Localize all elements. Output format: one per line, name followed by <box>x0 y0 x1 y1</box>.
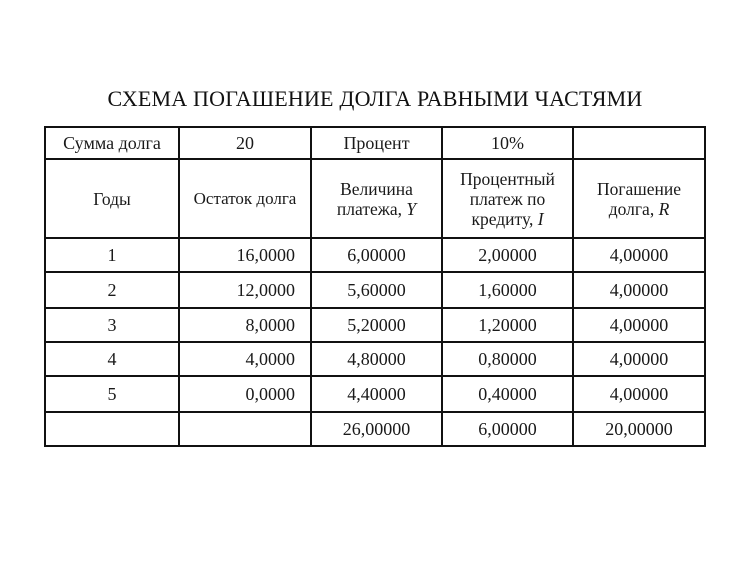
cell-remainder <box>179 308 311 342</box>
cell-payment: 4,80000 <box>311 342 442 376</box>
header-repayment-line2 <box>574 199 704 219</box>
cell-remainder <box>179 238 311 272</box>
interest-rate-label: Процент <box>311 127 442 159</box>
debt-repayment-table <box>44 126 706 447</box>
cell-remainder <box>179 376 311 412</box>
document-title: СХЕМА ПОГАШЕНИЕ ДОЛГА РАВНЫМИ ЧАСТЯМИ <box>107 86 643 111</box>
header-repayment-line1: Погашение <box>596 178 682 199</box>
header-interest-line3 <box>443 209 572 229</box>
header-payment <box>311 159 442 238</box>
total-year <box>45 412 179 446</box>
cell-year: 4 <box>45 342 179 376</box>
header-payment-line1: Величина <box>340 178 413 199</box>
header-interest-var: I <box>537 208 544 229</box>
table-row <box>45 272 705 308</box>
header-payment-var: Y <box>406 198 417 219</box>
header-interest-line1: Процентный <box>460 168 555 189</box>
header-years: Годы <box>45 159 179 238</box>
header-payment-line2 <box>312 199 441 219</box>
cell-repayment: 4,00000 <box>573 376 705 412</box>
cell-interest: 1,20000 <box>442 308 573 342</box>
total-remainder <box>179 412 311 446</box>
header-repayment <box>573 159 705 238</box>
cell-year: 3 <box>45 308 179 342</box>
params-row <box>45 127 705 159</box>
total-repayment: 20,00000 <box>573 412 705 446</box>
cell-repayment: 4,00000 <box>573 342 705 376</box>
debt-amount-label: Сумма долга <box>45 127 179 159</box>
cell-repayment: 4,00000 <box>573 238 705 272</box>
header-repayment-var: R <box>658 198 670 219</box>
cell-payment: 6,00000 <box>311 238 442 272</box>
totals-row <box>45 412 705 446</box>
debt-amount-value: 20 <box>179 127 311 159</box>
cell-interest: 2,00000 <box>442 238 573 272</box>
header-interest-text: кредиту, <box>471 208 538 229</box>
cell-payment: 5,60000 <box>311 272 442 308</box>
cell-interest: 0,80000 <box>442 342 573 376</box>
remainder-value: 4,0000 <box>245 349 295 369</box>
cell-repayment: 4,00000 <box>573 272 705 308</box>
table-row <box>45 376 705 412</box>
cell-interest: 0,40000 <box>442 376 573 412</box>
interest-rate-value: 10% <box>442 127 573 159</box>
empty-cell <box>573 127 705 159</box>
header-interest <box>442 159 573 238</box>
remainder-value: 12,0000 <box>236 280 295 300</box>
table-row <box>45 308 705 342</box>
cell-year: 2 <box>45 272 179 308</box>
header-row <box>45 159 705 238</box>
header-repayment-text: долга, <box>608 198 659 219</box>
table-row <box>45 342 705 376</box>
cell-remainder <box>179 272 311 308</box>
header-remainder: Остаток долга <box>179 159 311 238</box>
cell-repayment: 4,00000 <box>573 308 705 342</box>
cell-payment: 5,20000 <box>311 308 442 342</box>
remainder-value: 8,0000 <box>245 315 295 335</box>
header-payment-text: платежа, <box>336 198 407 219</box>
total-payment: 26,00000 <box>311 412 442 446</box>
cell-remainder <box>179 342 311 376</box>
cell-year: 1 <box>45 238 179 272</box>
remainder-value: 0,0000 <box>245 384 295 404</box>
cell-payment: 4,40000 <box>311 376 442 412</box>
cell-year: 5 <box>45 376 179 412</box>
table-row <box>45 238 705 272</box>
remainder-value: 16,0000 <box>236 245 295 265</box>
total-interest: 6,00000 <box>442 412 573 446</box>
cell-interest: 1,60000 <box>442 272 573 308</box>
header-interest-line2: платеж по <box>469 188 546 209</box>
